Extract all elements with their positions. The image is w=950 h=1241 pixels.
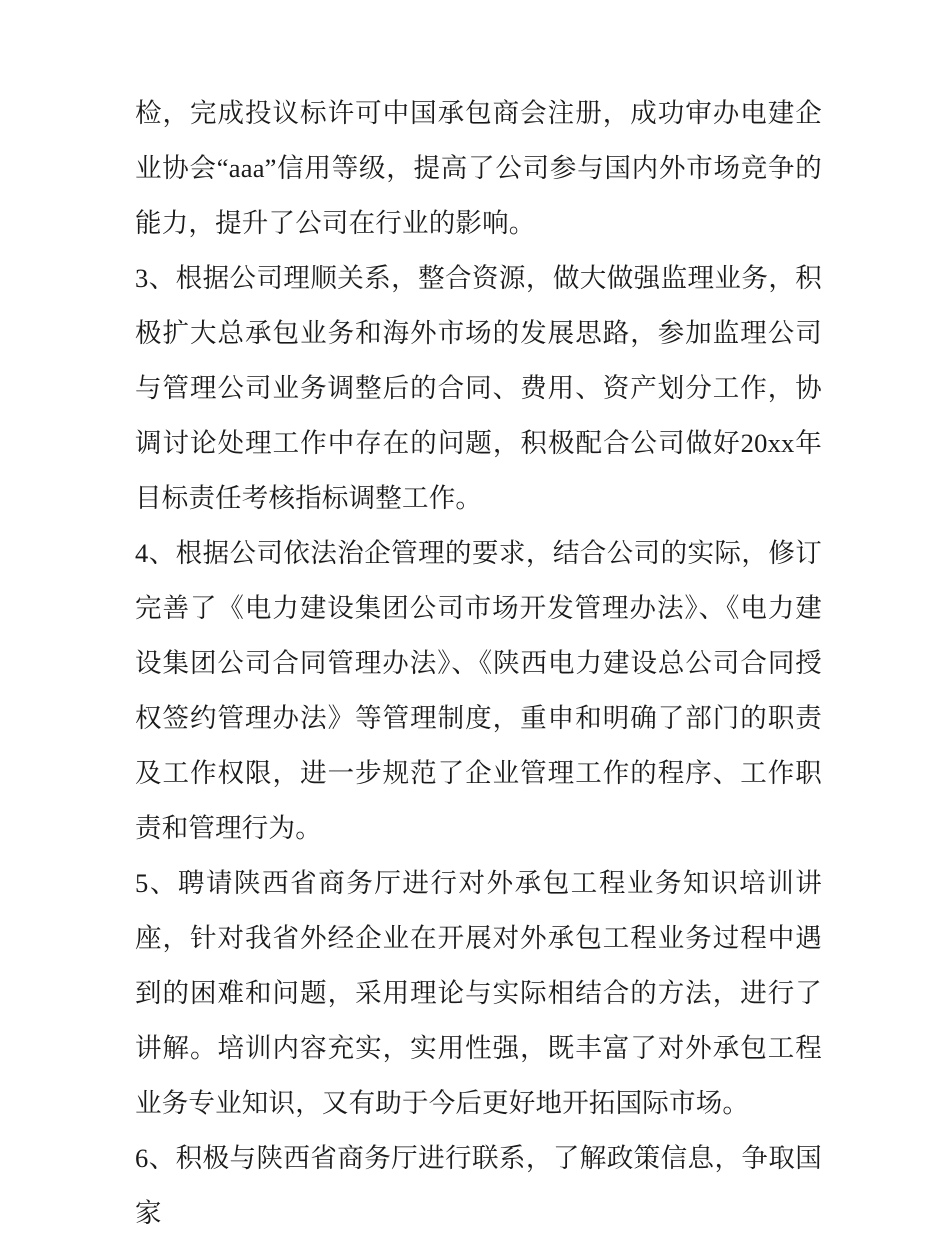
paragraph: 4、根据公司依法治企管理的要求，结合公司的实际，修订完善了《电力建设集团公司市场开发管理办法》、《电力建设集团公司合同管理办法》、《陕西电力建设总公司合同授权签约管理办法》等管理制度，重申和明确了部门的职责及工作权限，进一步规范了企业管理工作的程序、工作职责和管理行为。	[135, 538, 822, 843]
paragraph: 3、根据公司理顺关系，整合资源，做大做强监理业务，积极扩大总承包业务和海外市场的发展思路，参加监理公司与管理公司业务调整后的合同、费用、资产划分工作，协调讨论处理工作中存在的问题，积极配合公司做好20xx年目标责任考核指标调整工作。	[135, 263, 822, 513]
paragraph: 检，完成投议标许可中国承包商会注册，成功审办电建企业协会“aaa”信用等级，提高了公司参与国内外市场竞争的能力，提升了公司在行业的影响。	[135, 98, 822, 238]
paragraph: 5、聘请陕西省商务厅进行对外承包工程业务知识培训讲座，针对我省外经企业在开展对外承包工程业务过程中遇到的困难和问题，采用理论与实际相结合的方法，进行了讲解。培训内容充实，实用性强，既丰富了对外承包工程业务专业知识，又有助于今后更好地开拓国际市场。	[135, 868, 822, 1118]
paragraph: 6、积极与陕西省商务厅进行联系，了解政策信息，争取国家	[135, 1143, 822, 1228]
document-body	[135, 86, 822, 1241]
